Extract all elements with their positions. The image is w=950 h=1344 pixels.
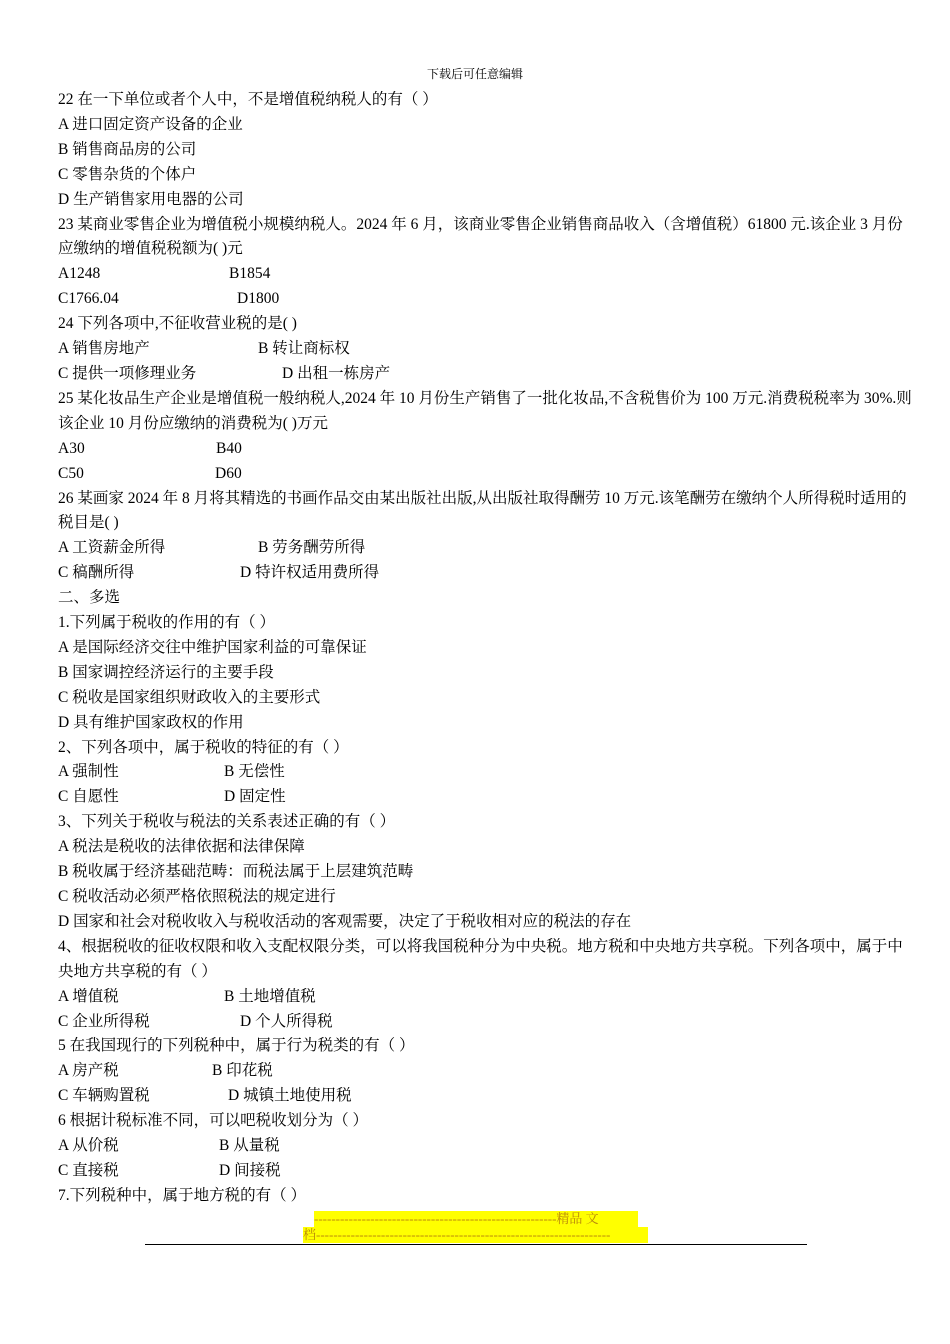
text-line bbox=[58, 1010, 918, 1035]
option-right: B 转让商标权 bbox=[258, 340, 350, 358]
text-line: 5 在我国现行的下列税种中，属于行为税类的有（ ） bbox=[58, 1037, 415, 1055]
text-line: 24 下列各项中,不征收营业税的是( ) bbox=[58, 315, 297, 333]
text-line bbox=[58, 287, 918, 312]
text-line: D 具有维护国家政权的作用 bbox=[58, 713, 244, 731]
option-right: D 固定性 bbox=[224, 788, 286, 806]
text-line: A 是国际经济交往中维护国家利益的可靠保证 bbox=[58, 638, 367, 656]
option-left: A 房产税 bbox=[58, 1062, 119, 1080]
option-right: D 个人所得税 bbox=[240, 1012, 333, 1030]
page-header: 下载后可任意编辑 bbox=[426, 67, 523, 81]
text-line: 2、下列各项中，属于税收的特征的有（ ） bbox=[58, 738, 349, 756]
text-line bbox=[58, 985, 918, 1010]
text-line: B 销售商品房的公司 bbox=[58, 140, 197, 158]
text-line: 1.下列属于税收的作用的有（ ） bbox=[58, 614, 276, 632]
option-left: C 企业所得税 bbox=[58, 1012, 150, 1030]
text-line bbox=[58, 1134, 918, 1159]
footer-rule bbox=[145, 1244, 807, 1245]
option-left: A 增值税 bbox=[58, 987, 119, 1005]
text-line: 26 某画家 2024 年 8 月将其精选的书画作品交由某出版社出版,从出版社取得酬劳 10 万元.该笔酬劳在缴纳个人所得税时适用的税目是( ) bbox=[58, 489, 907, 532]
option-right: B 从量税 bbox=[219, 1137, 280, 1155]
text-line: 二、多选 bbox=[58, 589, 121, 607]
option-left: C 稿酬所得 bbox=[58, 564, 135, 582]
text-line bbox=[58, 1059, 918, 1084]
option-left: A 销售房地产 bbox=[58, 340, 150, 358]
option-right: D1800 bbox=[237, 290, 280, 308]
option-right: D 间接税 bbox=[219, 1161, 281, 1179]
option-left: A 强制性 bbox=[58, 763, 119, 781]
option-right: D 特许权适用费所得 bbox=[240, 564, 380, 582]
option-left: C 车辆购置税 bbox=[58, 1087, 150, 1105]
text-line bbox=[58, 362, 918, 387]
option-left: A 从价税 bbox=[58, 1137, 119, 1155]
text-line: D 生产销售家用电器的公司 bbox=[58, 190, 244, 208]
option-right: D 出租一栋房产 bbox=[282, 364, 391, 382]
option-right: B 劳务酬劳所得 bbox=[258, 539, 366, 557]
text-line: 22 在一下单位或者个人中，不是增值税纳税人的有（ ） bbox=[58, 91, 438, 108]
option-right: D60 bbox=[215, 464, 242, 482]
footer-banner-line-2: 档-------------------------------------------------------------------- bbox=[303, 1227, 648, 1243]
text-line: A 进口固定资产设备的企业 bbox=[58, 115, 243, 133]
option-left: C50 bbox=[58, 464, 84, 482]
text-line bbox=[58, 561, 918, 586]
option-left: C 自愿性 bbox=[58, 788, 119, 806]
text-line: 3、下列关于税收与税法的关系表述正确的有（ ） bbox=[58, 813, 396, 831]
text-line bbox=[58, 437, 918, 462]
option-left: C 提供一项修理业务 bbox=[58, 364, 197, 382]
option-right: B 印花税 bbox=[212, 1062, 273, 1080]
option-right: B 土地增值税 bbox=[224, 987, 316, 1005]
text-line bbox=[58, 1084, 918, 1109]
text-line: 23 某商业零售企业为增值税小规模纳税人。2024 年 6 月，该商业零售企业销售商品收入（含增值税）61800 元.该企业 3 月份应缴纳的增值税税额为( )元 bbox=[58, 215, 903, 258]
text-line bbox=[58, 462, 918, 487]
text-line: 7.下列税种中，属于地方税的有（ ） bbox=[58, 1186, 307, 1204]
option-right: D 城镇土地使用税 bbox=[228, 1087, 352, 1105]
text-line: 4、根据税收的征收权限和收入支配权限分类，可以将我国税种分为中央税。地方税和中央地方共享税。下列各项中，属于中央地方共享税的有（ ） bbox=[58, 937, 903, 980]
text-line bbox=[58, 1159, 918, 1184]
option-left: A 工资薪金所得 bbox=[58, 539, 166, 557]
option-right: B 无偿性 bbox=[224, 763, 285, 781]
text-line: B 税收属于经济基础范畴：而税法属于上层建筑范畴 bbox=[58, 863, 414, 881]
option-left: A30 bbox=[58, 439, 85, 457]
text-line: C 税收是国家组织财政收入的主要形式 bbox=[58, 688, 321, 706]
text-line bbox=[58, 536, 918, 561]
text-line bbox=[58, 785, 918, 810]
option-right: B1854 bbox=[229, 265, 271, 283]
text-line: 25 某化妆品生产企业是增值税一般纳税人,2024 年 10 月份生产销售了一批化妆品,不含税售价为 100 万元.消费税税率为 30%.则该企业 10 月份应缴纳的消费税为( )万元 bbox=[58, 389, 912, 432]
document-body bbox=[58, 88, 918, 1209]
text-line: D 国家和社会对税收收入与税收活动的客观需要，决定了于税收相对应的税法的存在 bbox=[58, 912, 632, 930]
text-line: C 零售杂货的个体户 bbox=[58, 165, 197, 183]
text-line: C 税收活动必须严格依照税法的规定进行 bbox=[58, 888, 336, 905]
option-right: B40 bbox=[216, 439, 242, 457]
text-line bbox=[58, 337, 918, 362]
text-line: A 税法是税收的法律依据和法律保障 bbox=[58, 838, 305, 856]
text-line bbox=[58, 760, 918, 785]
option-left: C1766.04 bbox=[58, 290, 119, 308]
option-left: A1248 bbox=[58, 265, 101, 283]
footer-banner-line-1: --------------------------------------------------------精品 文 bbox=[314, 1211, 638, 1227]
text-line: 6 根据计税标准不同，可以吧税收划分为（ ） bbox=[58, 1112, 369, 1130]
option-left: C 直接税 bbox=[58, 1161, 119, 1179]
text-line bbox=[58, 262, 918, 287]
text-line: B 国家调控经济运行的主要手段 bbox=[58, 663, 274, 681]
